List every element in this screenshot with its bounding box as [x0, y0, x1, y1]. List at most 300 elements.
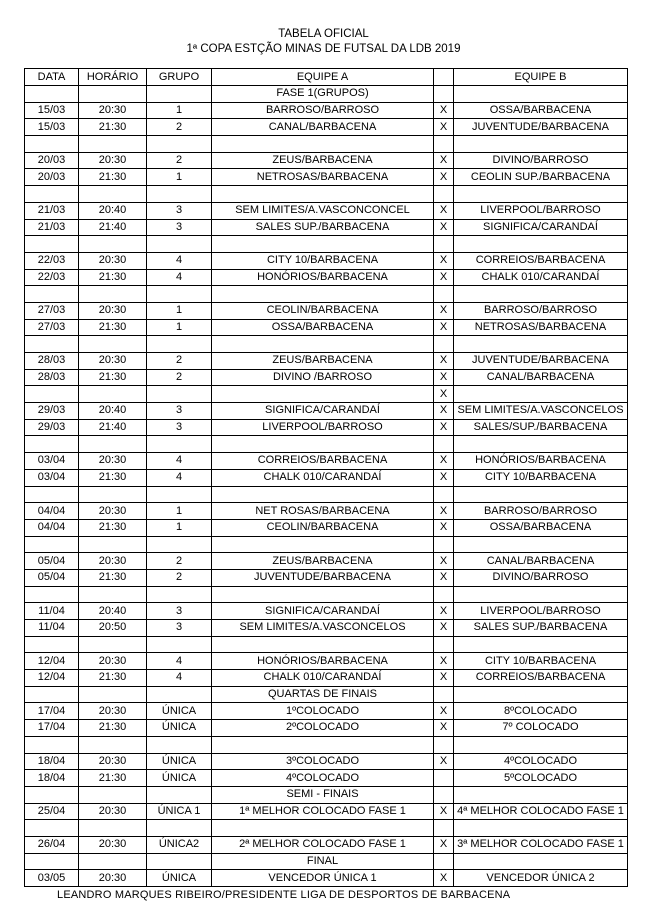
cell-time: 21:30: [79, 519, 147, 536]
cell-versus: X: [434, 252, 454, 269]
cell-versus: X: [434, 553, 454, 570]
cell-versus: X: [434, 353, 454, 370]
cell-team-a: [212, 386, 434, 403]
cell-date: 22/03: [25, 252, 79, 269]
cell-group: ÚNICA: [147, 870, 212, 887]
table-row: [25, 403, 628, 420]
empty-cell: [454, 86, 628, 103]
cell-date: 15/03: [25, 119, 79, 136]
cell-team-b: SALES SUP./BARBACENA: [454, 620, 628, 637]
cell-date: 20/03: [25, 152, 79, 169]
cell-versus: X: [434, 603, 454, 620]
empty-cell: [79, 820, 147, 837]
cell-time: 20:30: [79, 302, 147, 319]
cell-versus: X: [434, 469, 454, 486]
empty-cell: [454, 336, 628, 353]
cell-group: ÚNICA: [147, 720, 212, 737]
cell-team-a: HONÓRIOS/BARBACENA: [212, 653, 434, 670]
cell-date: 15/03: [25, 102, 79, 119]
cell-team-b: DIVINO/BARROSO: [454, 569, 628, 586]
empty-cell: [212, 136, 434, 153]
cell-date: 17/04: [25, 720, 79, 737]
empty-cell: [454, 820, 628, 837]
spacer-row: [25, 186, 628, 203]
cell-team-a: VENCEDOR ÚNICA 1: [212, 870, 434, 887]
cell-time: 21:30: [79, 720, 147, 737]
empty-cell: [434, 586, 454, 603]
cell-group: 3: [147, 403, 212, 420]
cell-team-a: LIVERPOOL/BARROSO: [212, 419, 434, 436]
cell-group: 2: [147, 569, 212, 586]
column-header-equipe-a: EQUIPE A: [212, 69, 434, 86]
cell-time: 21:30: [79, 670, 147, 687]
cell-date: 21/03: [25, 219, 79, 236]
cell-group: 1: [147, 169, 212, 186]
cell-versus: X: [434, 503, 454, 520]
empty-cell: [434, 853, 454, 870]
section-label: QUARTAS DE FINAIS: [212, 686, 434, 703]
empty-cell: [79, 736, 147, 753]
spacer-row: [25, 586, 628, 603]
cell-group: 3: [147, 219, 212, 236]
section-row: [25, 853, 628, 870]
cell-time: 20:30: [79, 870, 147, 887]
empty-cell: [454, 136, 628, 153]
cell-time: 20:40: [79, 603, 147, 620]
empty-cell: [212, 820, 434, 837]
cell-time: 20:30: [79, 836, 147, 853]
cell-time: 20:30: [79, 252, 147, 269]
empty-cell: [434, 636, 454, 653]
empty-cell: [212, 586, 434, 603]
empty-cell: [147, 186, 212, 203]
cell-time: 21:30: [79, 770, 147, 787]
empty-cell: [434, 736, 454, 753]
table-row: [25, 453, 628, 470]
cell-team-b: 4ª MELHOR COLOCADO FASE 1: [454, 803, 628, 820]
cell-time: 21:40: [79, 419, 147, 436]
table-row: [25, 753, 628, 770]
empty-cell: [212, 436, 434, 453]
empty-cell: [212, 736, 434, 753]
empty-cell: [147, 436, 212, 453]
empty-cell: [147, 636, 212, 653]
empty-cell: [79, 686, 147, 703]
cell-versus: X: [434, 620, 454, 637]
empty-cell: [25, 336, 79, 353]
document-subtitle: 1ª COPA ESTÇÃO MINAS DE FUTSAL DA LDB 2019: [186, 43, 461, 55]
cell-team-b: CANAL/BARBACENA: [454, 369, 628, 386]
cell-team-a: CANAL/BARBACENA: [212, 119, 434, 136]
cell-time: 20:30: [79, 353, 147, 370]
cell-group: ÚNICA2: [147, 836, 212, 853]
empty-cell: [454, 736, 628, 753]
cell-time: 21:30: [79, 319, 147, 336]
column-header-horario: HORÁRIO: [79, 69, 147, 86]
cell-versus: X: [434, 519, 454, 536]
cell-time: 20:30: [79, 653, 147, 670]
cell-time: 21:30: [79, 469, 147, 486]
cell-team-b: 8ºCOLOCADO: [454, 703, 628, 720]
empty-cell: [79, 436, 147, 453]
cell-team-b: VENCEDOR ÚNICA 2: [454, 870, 628, 887]
empty-cell: [454, 436, 628, 453]
cell-group: ÚNICA: [147, 770, 212, 787]
cell-time: 21:30: [79, 169, 147, 186]
cell-team-b: CORREIOS/BARBACENA: [454, 670, 628, 687]
empty-cell: [147, 136, 212, 153]
cell-team-b: CANAL/BARBACENA: [454, 553, 628, 570]
table-row: [25, 469, 628, 486]
empty-cell: [25, 536, 79, 553]
empty-cell: [147, 736, 212, 753]
table-row: [25, 703, 628, 720]
empty-cell: [25, 636, 79, 653]
cell-group: 2: [147, 152, 212, 169]
empty-cell: [25, 486, 79, 503]
empty-cell: [25, 236, 79, 253]
cell-group: 1: [147, 102, 212, 119]
empty-cell: [454, 486, 628, 503]
empty-cell: [25, 586, 79, 603]
cell-date: 12/04: [25, 653, 79, 670]
cell-group: 4: [147, 453, 212, 470]
cell-date: 04/04: [25, 519, 79, 536]
cell-team-a: SIGNIFICA/CARANDAÍ: [212, 403, 434, 420]
empty-cell: [212, 486, 434, 503]
table-row: [25, 770, 628, 787]
empty-cell: [454, 853, 628, 870]
spacer-row: [25, 436, 628, 453]
cell-team-a: CITY 10/BARBACENA: [212, 252, 434, 269]
cell-versus: X: [434, 670, 454, 687]
cell-group: 2: [147, 553, 212, 570]
empty-cell: [25, 736, 79, 753]
empty-cell: [147, 286, 212, 303]
cell-date: 03/05: [25, 870, 79, 887]
cell-time: 20:30: [79, 703, 147, 720]
empty-cell: [79, 186, 147, 203]
cell-versus: X: [434, 720, 454, 737]
cell-team-b: LIVERPOOL/BARROSO: [454, 202, 628, 219]
cell-date: 18/04: [25, 770, 79, 787]
empty-cell: [79, 853, 147, 870]
cell-team-a: DIVINO /BARROSO: [212, 369, 434, 386]
cell-time: 20:30: [79, 503, 147, 520]
empty-cell: [25, 853, 79, 870]
empty-cell: [454, 236, 628, 253]
cell-team-b: CORREIOS/BARBACENA: [454, 252, 628, 269]
empty-cell: [434, 136, 454, 153]
cell-time: 21:40: [79, 219, 147, 236]
cell-team-b: CITY 10/BARBACENA: [454, 469, 628, 486]
table-row: [25, 353, 628, 370]
cell-date: 25/04: [25, 803, 79, 820]
cell-team-a: CHALK 010/CARANDAÍ: [212, 670, 434, 687]
empty-cell: [212, 286, 434, 303]
cell-team-b: CEOLIN SUP./BARBACENA: [454, 169, 628, 186]
empty-cell: [434, 536, 454, 553]
table-row: [25, 386, 628, 403]
empty-cell: [79, 636, 147, 653]
cell-team-a: CEOLIN/BARBACENA: [212, 519, 434, 536]
empty-cell: [434, 336, 454, 353]
cell-date: 03/04: [25, 469, 79, 486]
cell-team-a: JUVENTUDE/BARBACENA: [212, 569, 434, 586]
cell-group: 4: [147, 269, 212, 286]
cell-date: 11/04: [25, 620, 79, 637]
empty-cell: [212, 636, 434, 653]
spacer-row: [25, 820, 628, 837]
cell-team-b: BARROSO/BARROSO: [454, 503, 628, 520]
column-header-data: DATA: [25, 69, 79, 86]
empty-cell: [79, 486, 147, 503]
document-title: TABELA OFICIAL: [278, 28, 369, 40]
spacer-row: [25, 736, 628, 753]
empty-cell: [212, 336, 434, 353]
cell-time: 21:30: [79, 369, 147, 386]
empty-cell: [434, 786, 454, 803]
cell-versus: X: [434, 703, 454, 720]
cell-time: 21:30: [79, 569, 147, 586]
cell-group: ÚNICA: [147, 753, 212, 770]
cell-versus: X: [434, 169, 454, 186]
cell-date: 26/04: [25, 836, 79, 853]
cell-team-b: 4ºCOLOCADO: [454, 753, 628, 770]
section-label: FINAL: [212, 853, 434, 870]
empty-cell: [434, 236, 454, 253]
empty-cell: [212, 236, 434, 253]
spacer-row: [25, 236, 628, 253]
cell-team-b: 5ºCOLOCADO: [454, 770, 628, 787]
cell-team-b: 7º COLOCADO: [454, 720, 628, 737]
empty-cell: [25, 136, 79, 153]
cell-group: 4: [147, 469, 212, 486]
empty-cell: [79, 586, 147, 603]
table-row: [25, 202, 628, 219]
empty-cell: [79, 136, 147, 153]
cell-versus: X: [434, 653, 454, 670]
empty-cell: [147, 536, 212, 553]
cell-team-a: OSSA/BARBACENA: [212, 319, 434, 336]
cell-group: 3: [147, 603, 212, 620]
section-row: [25, 786, 628, 803]
cell-versus: X: [434, 302, 454, 319]
cell-time: 20:40: [79, 403, 147, 420]
spacer-row: [25, 486, 628, 503]
empty-cell: [434, 436, 454, 453]
empty-cell: [454, 586, 628, 603]
cell-date: 18/04: [25, 753, 79, 770]
footer-signature: LEANDRO MARQUES RIBEIRO/PRESIDENTE LIGA DE DESPORTOS DE BARBACENA: [57, 889, 511, 901]
cell-versus: X: [434, 152, 454, 169]
empty-cell: [25, 286, 79, 303]
cell-group: 4: [147, 670, 212, 687]
empty-cell: [147, 820, 212, 837]
cell-versus: X: [434, 870, 454, 887]
table-row: [25, 720, 628, 737]
empty-cell: [147, 236, 212, 253]
cell-date: 21/03: [25, 202, 79, 219]
empty-cell: [454, 286, 628, 303]
cell-versus: X: [434, 319, 454, 336]
cell-team-b: SIGNIFICA/CARANDAÍ: [454, 219, 628, 236]
cell-versus: X: [434, 836, 454, 853]
empty-cell: [147, 486, 212, 503]
empty-cell: [434, 820, 454, 837]
cell-time: 21:30: [79, 119, 147, 136]
empty-cell: [79, 236, 147, 253]
empty-cell: [434, 86, 454, 103]
cell-team-a: 4ºCOLOCADO: [212, 770, 434, 787]
table-row: [25, 252, 628, 269]
empty-cell: [25, 86, 79, 103]
table-row: [25, 503, 628, 520]
cell-time: 20:30: [79, 753, 147, 770]
cell-date: 05/04: [25, 553, 79, 570]
spacer-row: [25, 536, 628, 553]
cell-date: 05/04: [25, 569, 79, 586]
column-header-grupo: GRUPO: [147, 69, 212, 86]
cell-time: [79, 386, 147, 403]
cell-group: 1: [147, 503, 212, 520]
cell-team-b: NETROSAS/BARBACENA: [454, 319, 628, 336]
cell-time: 20:30: [79, 803, 147, 820]
cell-group: 2: [147, 369, 212, 386]
cell-group: 1: [147, 319, 212, 336]
cell-team-b: JUVENTUDE/BARBACENA: [454, 353, 628, 370]
cell-team-a: ZEUS/BARBACENA: [212, 553, 434, 570]
empty-cell: [212, 186, 434, 203]
spacer-row: [25, 136, 628, 153]
cell-versus: X: [434, 803, 454, 820]
cell-team-a: 1ª MELHOR COLOCADO FASE 1: [212, 803, 434, 820]
table-row: [25, 620, 628, 637]
table-row: [25, 419, 628, 436]
cell-time: 20:30: [79, 553, 147, 570]
cell-team-a: ZEUS/BARBACENA: [212, 353, 434, 370]
cell-team-b: OSSA/BARBACENA: [454, 519, 628, 536]
table-row: [25, 319, 628, 336]
table-row: [25, 569, 628, 586]
table-row: [25, 102, 628, 119]
cell-time: 20:30: [79, 152, 147, 169]
cell-group: ÚNICA 1: [147, 803, 212, 820]
cell-team-a: 2ª MELHOR COLOCADO FASE 1: [212, 836, 434, 853]
cell-date: 17/04: [25, 703, 79, 720]
cell-team-b: 3ª MELHOR COLOCADO FASE 1: [454, 836, 628, 853]
cell-team-b: CITY 10/BARBACENA: [454, 653, 628, 670]
empty-cell: [434, 486, 454, 503]
empty-cell: [25, 436, 79, 453]
cell-team-a: ZEUS/BARBACENA: [212, 152, 434, 169]
empty-cell: [454, 636, 628, 653]
cell-versus: X: [434, 102, 454, 119]
cell-date: 28/03: [25, 369, 79, 386]
section-label: SEMI - FINAIS: [212, 786, 434, 803]
cell-group: [147, 386, 212, 403]
cell-group: 3: [147, 419, 212, 436]
table-row: [25, 870, 628, 887]
spacer-row: [25, 286, 628, 303]
table-row: [25, 152, 628, 169]
cell-versus: X: [434, 202, 454, 219]
cell-team-a: BARROSO/BARROSO: [212, 102, 434, 119]
cell-team-b: DIVINO/BARROSO: [454, 152, 628, 169]
cell-team-a: 3ºCOLOCADO: [212, 753, 434, 770]
cell-date: 12/04: [25, 670, 79, 687]
empty-cell: [79, 786, 147, 803]
empty-cell: [147, 86, 212, 103]
cell-versus: X: [434, 369, 454, 386]
cell-date: 27/03: [25, 302, 79, 319]
cell-team-b: SALES/SUP./BARBACENA: [454, 419, 628, 436]
cell-team-b: HONÓRIOS/BARBACENA: [454, 453, 628, 470]
table-row: [25, 219, 628, 236]
cell-group: 1: [147, 519, 212, 536]
empty-cell: [25, 820, 79, 837]
table-row: [25, 269, 628, 286]
cell-team-b: LIVERPOOL/BARROSO: [454, 603, 628, 620]
cell-time: 21:30: [79, 269, 147, 286]
cell-versus: X: [434, 419, 454, 436]
cell-team-a: NETROSAS/BARBACENA: [212, 169, 434, 186]
cell-team-a: SEM LIMITES/A.VASCONCELOS: [212, 620, 434, 637]
empty-cell: [454, 686, 628, 703]
cell-date: [25, 386, 79, 403]
cell-time: 20:50: [79, 620, 147, 637]
table-row: [25, 369, 628, 386]
cell-team-a: CEOLIN/BARBACENA: [212, 302, 434, 319]
cell-versus: X: [434, 269, 454, 286]
column-header-versus: [434, 69, 454, 86]
empty-cell: [434, 186, 454, 203]
cell-date: 03/04: [25, 453, 79, 470]
cell-versus: X: [434, 386, 454, 403]
cell-versus: X: [434, 569, 454, 586]
empty-cell: [147, 853, 212, 870]
table-row: [25, 653, 628, 670]
spacer-row: [25, 336, 628, 353]
cell-date: 29/03: [25, 403, 79, 420]
cell-group: ÚNICA: [147, 703, 212, 720]
empty-cell: [454, 536, 628, 553]
cell-date: 04/04: [25, 503, 79, 520]
empty-cell: [212, 536, 434, 553]
cell-group: 1: [147, 302, 212, 319]
cell-team-a: CORREIOS/BARBACENA: [212, 453, 434, 470]
table-header-row: [25, 69, 628, 86]
cell-team-a: 2ºCOLOCADO: [212, 720, 434, 737]
cell-time: 20:30: [79, 102, 147, 119]
table-row: [25, 803, 628, 820]
empty-cell: [147, 686, 212, 703]
cell-team-a: SIGNIFICA/CARANDAÍ: [212, 603, 434, 620]
table-row: [25, 836, 628, 853]
cell-date: 22/03: [25, 269, 79, 286]
empty-cell: [434, 286, 454, 303]
cell-date: 27/03: [25, 319, 79, 336]
cell-time: 20:40: [79, 202, 147, 219]
cell-versus: X: [434, 219, 454, 236]
empty-cell: [79, 86, 147, 103]
section-row: [25, 86, 628, 103]
cell-group: 4: [147, 252, 212, 269]
cell-time: 20:30: [79, 453, 147, 470]
cell-team-a: SALES SUP./BARBACENA: [212, 219, 434, 236]
table-row: [25, 603, 628, 620]
cell-group: 4: [147, 653, 212, 670]
